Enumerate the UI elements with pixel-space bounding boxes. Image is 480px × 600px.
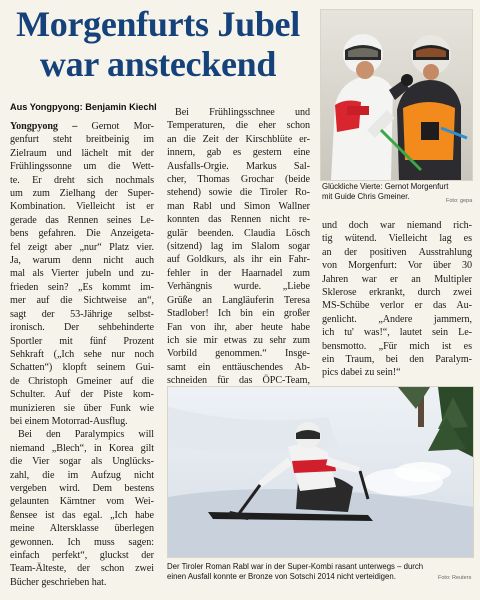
photo-sit-skier-image [168, 387, 473, 557]
photo-top-credit: Foto: gepa [446, 198, 473, 204]
column-1-line: Kombination. Vielleicht ist er [10, 201, 154, 213]
column-1-line: gerade das Rennen seines Le- [10, 214, 154, 226]
column-2-line: Grüße an Langläuferin Teresa [167, 294, 310, 306]
column-1-line: Schulter. Auf der Piste kom- [10, 389, 154, 401]
column-1-line: genfurt steht breitbeinig im [10, 134, 154, 146]
photo-bottom-caption-line-2: einen Ausfall konnte er Bronze von Sotschi 2014 nicht verteidigen. [167, 572, 396, 581]
photo-bottom-caption-line-1: Der Tiroler Roman Rabl war in der Super-Kombi rasant unterwegs – durch [167, 562, 424, 571]
column-2-line: Temperaturen, die eher schon [167, 120, 310, 132]
column-2-line: gulär beenden. Claudia Lösch [167, 227, 310, 239]
column-3-line: MS-Schübe verlor er das Au- [322, 300, 472, 312]
column-3-line: Sklerose erkrankt, durch zwei [322, 287, 472, 299]
headline-line-1: Morgenfurts Jubel [16, 4, 300, 44]
column-2-line: konnten das Rennen nicht re- [167, 214, 310, 226]
column-1-line: Frühlingssonne um die Wett- [10, 161, 154, 173]
column-2-line: ich sie mir etwas zu sehr zum [167, 334, 310, 346]
photo-top-caption-line-2: mit Guide Chris Gmeiner. [322, 192, 410, 201]
column-1-line: niemand „Blech“, in Korea gilt [10, 442, 154, 454]
column-1-line: Sehkraft („Ich sehe nur noch [10, 348, 154, 360]
column-1-line: fel zeigt aber „nur“ Platz vier. [10, 241, 154, 253]
column-3-line: genlicht. „Andere jammern, [322, 313, 472, 325]
photo-sit-skier [167, 386, 474, 558]
column-2-line: Fan von ihr, aber heute habe [167, 321, 310, 333]
column-1-line: ßensee ist das egal. „Ich habe [10, 509, 154, 521]
column-1-line: frieden sein? „Es kommt im- [10, 281, 154, 293]
column-1-line: Zielraum und lächelt mit der [10, 147, 154, 159]
column-3-line: pics dabei zu sein!“ [322, 367, 401, 379]
article-column-2 [167, 106, 310, 388]
article-column-3 [322, 219, 472, 380]
column-1-line: zahl, die im Aufzug nicht [10, 469, 154, 481]
headline-line-2: war ansteckend [39, 44, 277, 84]
column-3-line: an der positiven Ausstrahlung [322, 246, 472, 258]
column-3-line: bensmotto. „Für mich ist es [322, 340, 472, 352]
column-2-line: fehler in der Haarnadel zum [167, 267, 310, 279]
column-3-line: und doch war niemand rich- [322, 220, 472, 231]
column-1-line: Schatten“) klopft seinem Gui- [10, 362, 154, 374]
photo-top-caption-line-1: Glückliche Vierte: Gernot Morgenfurt [322, 182, 449, 191]
column-1-line: te. Er dreht sich nochmals [10, 174, 154, 186]
column-3-line: Jahren war er an Multipler [322, 273, 472, 285]
column-1-line: gewonnen. Ich muss sagen: [10, 536, 154, 548]
dateline: Yongpyong – [10, 121, 78, 132]
column-2-line: Vorbild genommen.“ Insge- [167, 348, 310, 360]
column-2-line: Stadlober! Ich bin ein großer [167, 308, 310, 320]
column-2-line: Bei Frühlingsschnee und [175, 107, 310, 118]
column-2-line: auf Goldkurs, als ihr ein Fahr- [167, 254, 310, 266]
first-line-text: Gernot Mor- [77, 121, 154, 132]
column-1-line: bei einem Motorrad-Ausflug. [10, 415, 128, 427]
column-2-line: schneiden für das ÖPC-Team, [167, 375, 310, 387]
column-2-line: stehend) sowie die Tiroler Ro- [167, 187, 310, 199]
column-3-line: von Morgenfurt: Vor über 30 [322, 260, 472, 272]
article-column-1 [10, 120, 154, 589]
column-1-line: ironisch. Der sehbehinderte [10, 322, 154, 334]
photo-bottom-caption [167, 562, 472, 582]
column-1-line: Bücher geschrieben hat. [10, 576, 107, 588]
column-1-line: vergeben wird. Dem bestens [10, 482, 154, 494]
photo-bottom-credit: Foto: Reuters [438, 575, 472, 581]
column-1-line: Ja, warum denn nicht auch [10, 255, 154, 267]
headline [8, 4, 308, 84]
column-1-line: mal als Vierter jubeln und zu- [10, 268, 154, 280]
column-1-line: um zum Zielhang der Super- [10, 188, 154, 200]
column-2-line: an die Zeit der Kirschblüte er- [167, 133, 310, 145]
column-2-line: (sitzend) lag im Slalom sogar [167, 241, 310, 253]
column-1-line: einfach perfekt“, gluckst der [10, 550, 154, 561]
byline: Aus Yongpyong: Benjamin Kiechl [10, 102, 157, 112]
photo-skiers-celebrating [320, 9, 473, 181]
column-1-line: Team-Älteste, der schon zwei [10, 563, 154, 575]
column-1-first-line [10, 120, 154, 133]
column-1-line: Sportler mit fünf Prozent [10, 335, 154, 347]
column-1-line: sagt der 53-Jährige selbst- [10, 308, 154, 320]
column-2-line: Verhängnis wurde. „Liebe [167, 281, 310, 293]
column-2-line: innern, gab es gestern eine [167, 147, 310, 159]
column-2-line: Ausfalls-Orgie. Markus Sal- [167, 160, 310, 172]
column-1-line: munizieren sie über Funk wie [10, 402, 154, 414]
column-1-line: Bei den Paralympics will [18, 429, 154, 441]
column-3-line: tig wütend. Vielleicht lag es [322, 233, 472, 245]
column-1-line: mer auf die Sichtweise an“, [10, 295, 154, 307]
photo-celebration-image [321, 10, 472, 180]
column-1-line: meine Altersklasse überlegen [10, 523, 154, 535]
column-1-line: gelaunten Kärntner vom Wei- [10, 496, 154, 508]
column-3-line: ich tu' was!“, lautet sein Le- [322, 327, 472, 339]
column-2-line: samt ein enttäuschendes Ab- [167, 361, 310, 373]
column-2-line: man Rabl und Simon Wallner [167, 200, 310, 212]
column-1-line: die Vier sogar als Unglücks- [10, 456, 154, 468]
column-2-line: cher, Thomas Grochar (beide [167, 174, 310, 186]
column-1-line: bens gefahren. Die Anzeigeta- [10, 228, 154, 240]
column-3-line: ein Traum, bei den Paralym- [322, 354, 472, 366]
column-1-line: de Christoph Gmeiner auf die [10, 375, 154, 387]
